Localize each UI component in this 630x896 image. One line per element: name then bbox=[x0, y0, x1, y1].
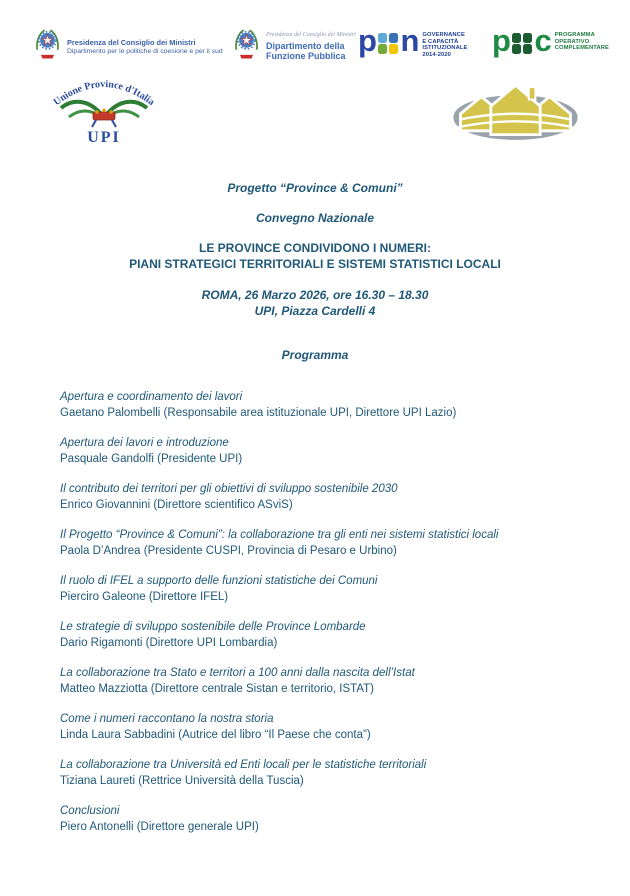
program-item-speaker: Pierciro Galeone (Direttore IFEL) bbox=[60, 591, 229, 603]
gov2-script-line: Presidenza del Consiglio dei Ministri bbox=[266, 32, 356, 39]
italy-emblem-icon bbox=[232, 24, 261, 66]
program-item bbox=[60, 435, 498, 467]
program-item-topic: Come i numeri raccontano la nostra storia bbox=[60, 713, 274, 725]
poc-squares-icon bbox=[512, 33, 533, 54]
program-item-speaker: Enrico Giovannini (Direttore scientifico ASviS) bbox=[60, 499, 293, 511]
poc-caption-line: COMPLEMENTARE bbox=[554, 45, 610, 52]
pon-letter-n: n bbox=[400, 23, 419, 58]
pon-caption bbox=[422, 32, 467, 58]
pon-caption-line: GOVERNANCE bbox=[422, 32, 465, 38]
program-item bbox=[60, 481, 498, 513]
program-item bbox=[60, 711, 498, 743]
houses-icon bbox=[448, 72, 583, 146]
logo-pon-governance bbox=[358, 23, 468, 58]
logo-funzione-pubblica bbox=[232, 24, 356, 66]
logo-poc-complementare bbox=[492, 23, 610, 58]
gov2-line2: Funzione Pubblica bbox=[266, 50, 346, 61]
program-item-speaker: Linda Laura Sabbadini (Autrice del libro “Il Paese che conta”) bbox=[60, 729, 371, 741]
italy-emblem-icon bbox=[33, 24, 62, 66]
poc-caption-line: PROGRAMMA bbox=[554, 32, 595, 38]
program-item-topic: Conclusioni bbox=[60, 805, 120, 817]
program-item bbox=[60, 803, 498, 835]
logo-province-comuni-houses bbox=[448, 72, 583, 151]
program-item bbox=[60, 757, 498, 789]
event-type: Convegno Nazionale bbox=[255, 211, 374, 225]
program-item-topic: Apertura dei lavori e introduzione bbox=[60, 437, 229, 449]
program-item-topic: La collaborazione tra Università ed Enti locali per le statistiche territoriali bbox=[60, 759, 427, 771]
project-title: Progetto “Province & Comuni” bbox=[227, 181, 403, 195]
program-heading: Programma bbox=[281, 348, 349, 362]
pon-letter-p: p bbox=[358, 23, 376, 58]
program-item-speaker: Dario Rigamonti (Direttore UPI Lombardia) bbox=[60, 637, 278, 649]
upi-crest-icon bbox=[48, 66, 160, 128]
program-item-speaker: Piero Antonelli (Direttore generale UPI) bbox=[60, 821, 259, 833]
poc-caption-line: OPERATIVO bbox=[554, 38, 590, 45]
pon-caption-line: ISTITUZIONALE bbox=[422, 45, 468, 52]
program-item-topic: Le strategie di sviluppo sostenibile delle Province Lombarde bbox=[60, 621, 366, 633]
program-item-speaker: Tiziana Laureti (Rettrice Università della Tuscia) bbox=[60, 775, 304, 787]
gov2-line1: Dipartimento della bbox=[266, 40, 345, 51]
pon-caption-line: E CAPACITÀ bbox=[422, 38, 459, 45]
date-line: ROMA, 26 Marzo 2026, ore 16.30 – 18.30 bbox=[201, 288, 429, 302]
poc-letter-p: p bbox=[492, 23, 510, 58]
upi-label: UPI bbox=[87, 129, 121, 146]
logo-presidenza-coesione bbox=[33, 24, 223, 66]
pon-caption-line: 2014-2020 bbox=[422, 51, 451, 58]
program-item-topic: Il Progetto “Province & Comuni”: la collaborazione tra gli enti nei sistemi statistici locali bbox=[60, 529, 499, 541]
program-item-topic: Il ruolo di IFEL a supporto delle funzioni statistiche dei Comuni bbox=[60, 575, 378, 587]
svg-text:Unione Province d'Italia: Unione Province d'Italia bbox=[51, 78, 157, 109]
program-list bbox=[60, 389, 498, 849]
program-item-speaker: Paola D’Andrea (Presidente CUSPI, Provincia di Pesaro e Urbino) bbox=[60, 545, 397, 557]
conference-title-line2: PIANI STRATEGICI TERRITORIALI E SISTEMI STATISTICI LOCALI bbox=[129, 257, 501, 271]
pon-squares-icon bbox=[378, 33, 399, 54]
program-item bbox=[60, 665, 498, 697]
program-item-speaker: Matteo Mazziotta (Direttore centrale Sistan e territorio, ISTAT) bbox=[60, 683, 375, 695]
gov1-title: Presidenza del Consiglio dei Ministri bbox=[67, 38, 196, 47]
venue-line: UPI, Piazza Cardelli 4 bbox=[254, 304, 376, 318]
program-item bbox=[60, 527, 498, 559]
program-item-topic: La collaborazione tra Stato e territori a 100 anni dalla nascita dell’Istat bbox=[60, 667, 415, 679]
gov1-subtitle: Dipartimento per le politiche di coesione e per il sud bbox=[67, 48, 223, 55]
program-item bbox=[60, 619, 498, 651]
poc-letter-c: c bbox=[534, 23, 551, 58]
program-item-speaker: Pasquale Gandolfi (Presidente UPI) bbox=[60, 453, 243, 465]
conference-title-line1: LE PROVINCE CONDIVIDONO I NUMERI: bbox=[198, 241, 431, 255]
program-item-topic: Apertura e coordinamento dei lavori bbox=[60, 391, 243, 403]
program-item-speaker: Gaetano Palombelli (Responsabile area istituzionale UPI, Direttore UPI Lazio) bbox=[60, 407, 457, 419]
program-item bbox=[60, 573, 498, 605]
program-item-topic: Il contributo dei territori per gli obiettivi di sviluppo sostenibile 2030 bbox=[60, 483, 398, 495]
poc-caption bbox=[555, 32, 609, 52]
program-item bbox=[60, 389, 498, 421]
logo-upi bbox=[48, 66, 160, 147]
